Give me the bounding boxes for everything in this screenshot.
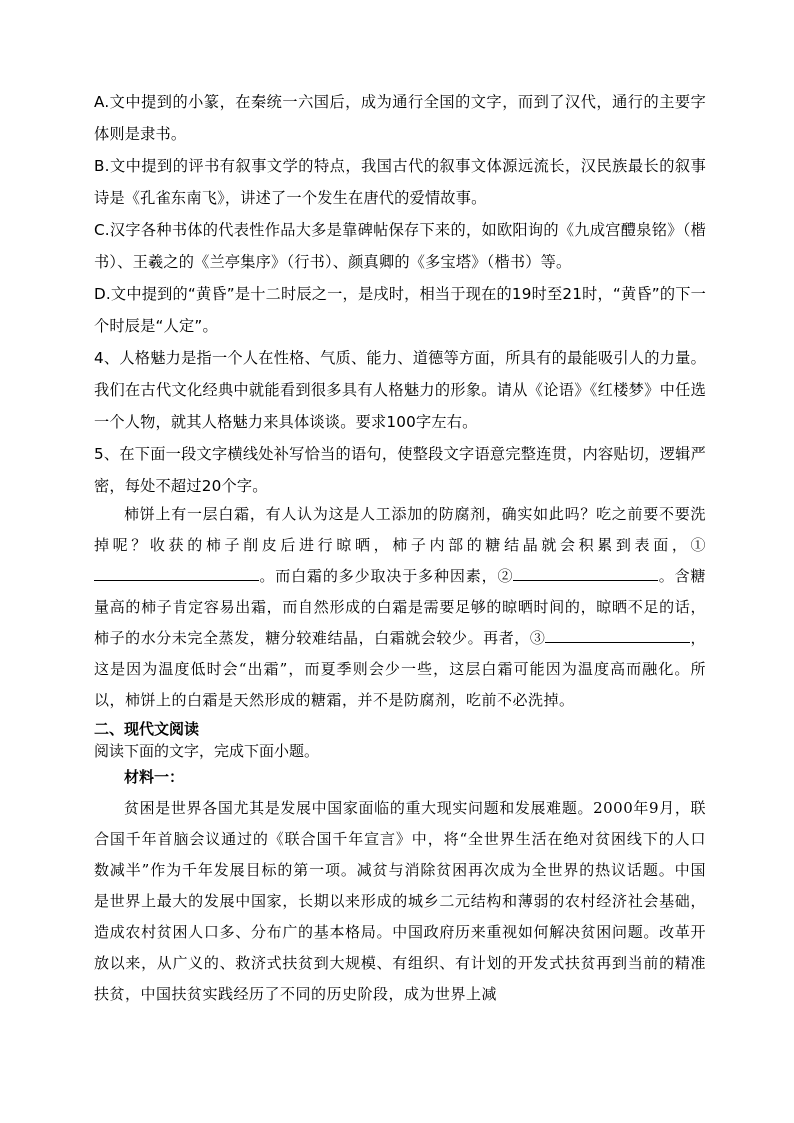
option-d: D.文中提到的“黄昏”是十二时辰之一，是戌时，相当于现在的19时至21时，“黄昏”的下一个时辰是“人定”。 xyxy=(94,285,706,335)
option-a: A.文中提到的小篆，在秦统一六国后，成为通行全国的文字，而到了汉代，通行的主要字体则是隶书。 xyxy=(94,93,706,143)
blank-marker-2: ② xyxy=(497,567,514,585)
passage xyxy=(94,499,706,716)
material-one xyxy=(94,762,706,1010)
passage-text-3: 。含糖量高的柿子肯定容易出霜，而自然形成的白霜是需要足够的晾晒时间的，晾晒不足的话，柿子的水分未完全蒸发，糖分较难结晶，白霜就会较少。再者， xyxy=(94,567,706,647)
option-b: B.文中提到的评书有叙事文学的特点，我国古代的叙事文体源远流长，汉民族最长的叙事诗是《孔雀东南飞》，讲述了一个发生在唐代的爱情故事。 xyxy=(94,157,706,207)
question-5-text: 5、在下面一段文字横线处补写恰当的语句，使整段文字语意完整连贯，内容贴切，逻辑严密，每处不超过20个字。 xyxy=(94,445,706,495)
section-instruction: 阅读下面的文字，完成下面小题。 xyxy=(94,742,320,760)
blank-marker-1: ① xyxy=(690,536,706,554)
blank-marker-3: ③ xyxy=(529,629,546,647)
question-4 xyxy=(94,342,706,438)
section-heading: 二、现代文阅读 xyxy=(94,720,200,738)
question-4-text: 4、人格魅力是指一个人在性格、气质、能力、道德等方面，所具有的最能吸引人的力量。我们在古代文化经典中就能看到很多具有人格魅力的形象。请从《论语》《红楼梦》中任选一个人物，就其人格魅力来具体谈谈。要求100字左右。 xyxy=(94,349,706,431)
blank-2[interactable] xyxy=(513,564,658,581)
option-c: C.汉字各种书体的代表性作品大多是靠碑帖保存下来的，如欧阳询的《九成宫醴泉铭》（楷书）、王羲之的《兰亭集序》（行书）、颜真卿的《多宝塔》（楷书）等。 xyxy=(94,221,706,271)
blank-3[interactable] xyxy=(545,626,690,643)
section-2 xyxy=(94,718,706,762)
passage-text-4: ，这是因为温度低时会“出霜”，而夏季则会少一些，这层白霜可能因为温度高而融化。所以，柿饼上的白霜是天然形成的糖霜，并不是防腐剂，吃前不必洗掉。 xyxy=(94,629,706,709)
passage-text-2: 。而白霜的多少取决于多种因素， xyxy=(259,567,498,585)
blank-1[interactable] xyxy=(94,564,259,581)
passage-paragraph xyxy=(94,499,706,716)
answer-options xyxy=(94,86,706,342)
material-title: 材料一： xyxy=(124,768,185,786)
material-text: 贫困是世界各国尤其是发展中国家面临的重大现实问题和发展难题。2000年9月，联合国千年首脑会议通过的《联合国千年宣言》中，将“全世界生活在绝对贫困线下的人口数减半”作为千年发展目标的第一项。减贫与消除贫困再次成为全世界的热议话题。中国是世界上最大的发展中国家，长期以来形成的城乡二元结构和薄弱的农村经济社会基础，造成农村贫困人口多、分布广的基本格局。中国政府历来重视如何解决贫困问题。改革开放以来，从广义的、救济式扶贫到大规模、有组织、有计划的开发式扶贫再到当前的精准扶贫，中国扶贫实践经历了不同的历史阶段，成为世界上减 xyxy=(94,799,706,1003)
passage-text-1: 柿饼上有一层白霜，有人认为这是人工添加的防腐剂，确实如此吗？吃之前要不要洗掉呢？收获的柿子削皮后进行晾晒，柿子内部的糖结晶就会积累到表面， xyxy=(94,505,706,554)
question-5 xyxy=(94,438,706,502)
